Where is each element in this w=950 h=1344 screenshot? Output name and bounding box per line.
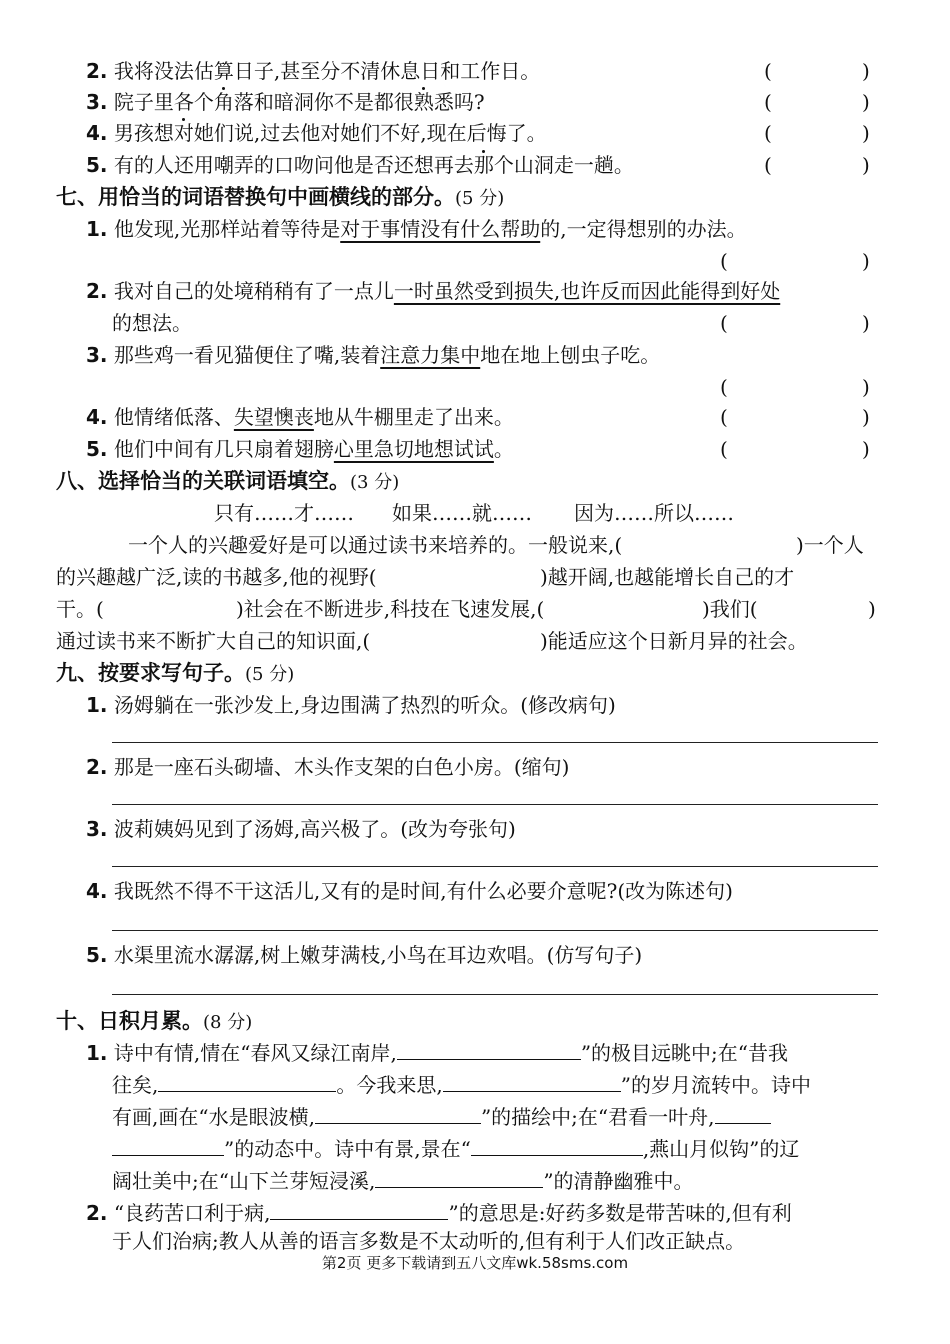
sec7-item-2-cont: 的想法。: [112, 311, 192, 335]
answer-line[interactable]: [112, 994, 878, 995]
fill-blank[interactable]: [315, 1105, 481, 1124]
sec10-q1-line-3: 有画,画在“水是眼波横, ”的描绘中;在“君看一叶舟,: [112, 1104, 771, 1130]
sec8-passage-line-4: 通过读书来不断扩大自己的知识面,(: [56, 629, 371, 653]
sec8-title: 八、选择恰当的关联词语填空。(3 分): [56, 468, 400, 493]
underlined-phrase: 失望懊丧: [233, 405, 314, 429]
emphasis-dot-char: 那: [473, 153, 494, 177]
sec7-item-3: 3. 那些鸡一看见猫便住了嘴,装着注意力集中地在地上刨虫子吃。: [86, 343, 661, 367]
answer-paren-open[interactable]: (: [720, 311, 728, 335]
emphasis-dot-char: 角: [213, 90, 234, 114]
fill-blank[interactable]: [471, 1137, 643, 1156]
underlined-phrase: 心里急切地想试试: [333, 437, 494, 461]
sec7-item-4: 4. 他情绪低落、失望懊丧地从牛棚里走了出来。: [86, 405, 514, 429]
sec9-item-1: 1. 汤姆躺在一张沙发上,身边围满了热烈的听众。(修改病句): [86, 693, 616, 717]
fill-blank[interactable]: [158, 1073, 336, 1092]
answer-paren-close: ): [862, 153, 870, 177]
answer-line[interactable]: [112, 742, 878, 743]
sec10-q1-line-1: 1. 诗中有情,情在“春风又绿江南岸, ”的极目远眺中;在“昔我: [86, 1041, 789, 1065]
underlined-phrase: 一时虽然受到损失,也许反而因此能得到好处: [393, 279, 781, 303]
underlined-phrase: 注意力集中: [380, 343, 481, 367]
answer-paren-close: ): [862, 121, 870, 145]
sec10-title: 十、日积月累。(8 分): [56, 1008, 253, 1033]
sec6-item-3: 3. 院子里各个角落和暗洞你不是都很熟悉吗?: [86, 90, 485, 114]
sec9-title: 九、按要求写句子。(5 分): [56, 660, 295, 685]
answer-line[interactable]: [112, 804, 878, 805]
sec10-q1-line-5: 阔壮美中;在“山下兰芽短浸溪, ”的清静幽雅中。: [112, 1169, 694, 1193]
sec8-option-1: 只有……才……: [214, 501, 354, 525]
sec8-passage-line-3a: 干。(: [56, 597, 104, 621]
sec8-passage-line-2-end: )越开阔,也越能增长自己的才: [540, 565, 795, 589]
sec6-item-4: 4. 男孩想对她们说,过去他对她们不好,现在后悔了。: [86, 121, 547, 145]
answer-paren-close: ): [862, 375, 870, 399]
sec10-q2-line-1: 2. “良药苦口利于病, ”的意思是:好药多数是带苦味的,但有利: [86, 1201, 792, 1225]
sec10-q2-line-2: 于人们治病;教人从善的语言多数是不太动听的,但有利于人们改正缺点。: [112, 1229, 746, 1253]
sec8-option-2: 如果……就……: [392, 501, 532, 525]
fill-blank[interactable]: [715, 1105, 771, 1124]
sec8-passage-line-3c: )我们(: [702, 597, 758, 621]
emphasis-dot-char: 对: [173, 121, 194, 145]
answer-paren-open[interactable]: (: [720, 249, 728, 273]
answer-paren-close: ): [862, 437, 870, 461]
answer-paren-open[interactable]: (: [764, 153, 772, 177]
answer-paren-close: ): [862, 311, 870, 335]
sec9-item-5: 5. 水渠里流水潺潺,树上嫩芽满枝,小鸟在耳边欢唱。(仿写句子): [86, 943, 643, 967]
sec8-passage-line-2: 的兴趣越广泛,读的书越多,他的视野(: [56, 565, 377, 589]
fill-blank[interactable]: [112, 1137, 224, 1156]
sec10-q1-line-2: 往矣, 。今我来思, ”的岁月流转中。诗中: [112, 1073, 811, 1097]
sec6-item-5: 5. 有的人还用嘲弄的口吻问他是否还想再去那个山洞走一趟。: [86, 153, 634, 177]
underlined-phrase: 对于事情没有什么帮助: [340, 217, 541, 241]
answer-line[interactable]: [112, 930, 878, 931]
sec10-q1-line-4: ”的动态中。诗中有景,景在“ ,燕山月似钩”的辽: [112, 1136, 799, 1162]
answer-paren-close: ): [862, 249, 870, 273]
answer-paren-open[interactable]: (: [764, 59, 772, 83]
page-footer: 第2页 更多下载请到五八文库wk.58sms.com: [321, 1254, 629, 1272]
sec8-passage-line-1-end: )一个人: [796, 533, 864, 557]
sec7-title: 七、用恰当的词语替换句中画横线的部分。(5 分): [56, 184, 505, 209]
answer-line[interactable]: [112, 866, 878, 867]
fill-blank[interactable]: [375, 1169, 543, 1188]
sec9-item-4: 4. 我既然不得不干这活儿,又有的是时间,有什么必要介意呢?(改为陈述句): [86, 879, 733, 903]
sec7-item-5: 5. 他们中间有几只扇着翅膀心里急切地想试试。: [86, 437, 514, 461]
sec8-passage-line-3d: ): [868, 597, 876, 621]
answer-paren-open[interactable]: (: [720, 405, 728, 429]
fill-blank[interactable]: [443, 1073, 621, 1092]
answer-paren-close: ): [862, 90, 870, 114]
sec6-item-2: 2. 我将没法估算日子,甚至分不清休息日和工作日。: [86, 59, 541, 83]
fill-blank[interactable]: [270, 1201, 448, 1220]
answer-paren-close: ): [862, 405, 870, 429]
fill-blank[interactable]: [397, 1041, 581, 1060]
sec9-item-2: 2. 那是一座石头砌墙、木头作支架的白色小房。(缩句): [86, 755, 570, 779]
emphasis-dot-char: 熟: [413, 90, 434, 114]
answer-paren-open[interactable]: (: [764, 90, 772, 114]
sec8-passage-line-1: 一个人的兴趣爱好是可以通过读书来培养的。一般说来,(: [128, 533, 623, 557]
answer-paren-close: ): [862, 59, 870, 83]
sec7-item-1: 1. 他发现,光那样站着等待是对于事情没有什么帮助的,一定得想别的办法。: [86, 217, 747, 241]
sec9-item-3: 3. 波莉姨妈见到了汤姆,高兴极了。(改为夸张句): [86, 817, 516, 841]
sec8-passage-line-4-end: )能适应这个日新月异的社会。: [540, 629, 808, 653]
answer-paren-open[interactable]: (: [764, 121, 772, 145]
sec8-passage-line-3b: )社会在不断进步,科技在飞速发展,(: [236, 597, 545, 621]
answer-paren-open[interactable]: (: [720, 437, 728, 461]
answer-paren-open[interactable]: (: [720, 375, 728, 399]
sec7-item-2: 2. 我对自己的处境稍稍有了一点儿一时虽然受到损失,也许反而因此能得到好处: [86, 279, 781, 303]
sec8-option-3: 因为……所以……: [574, 501, 734, 525]
